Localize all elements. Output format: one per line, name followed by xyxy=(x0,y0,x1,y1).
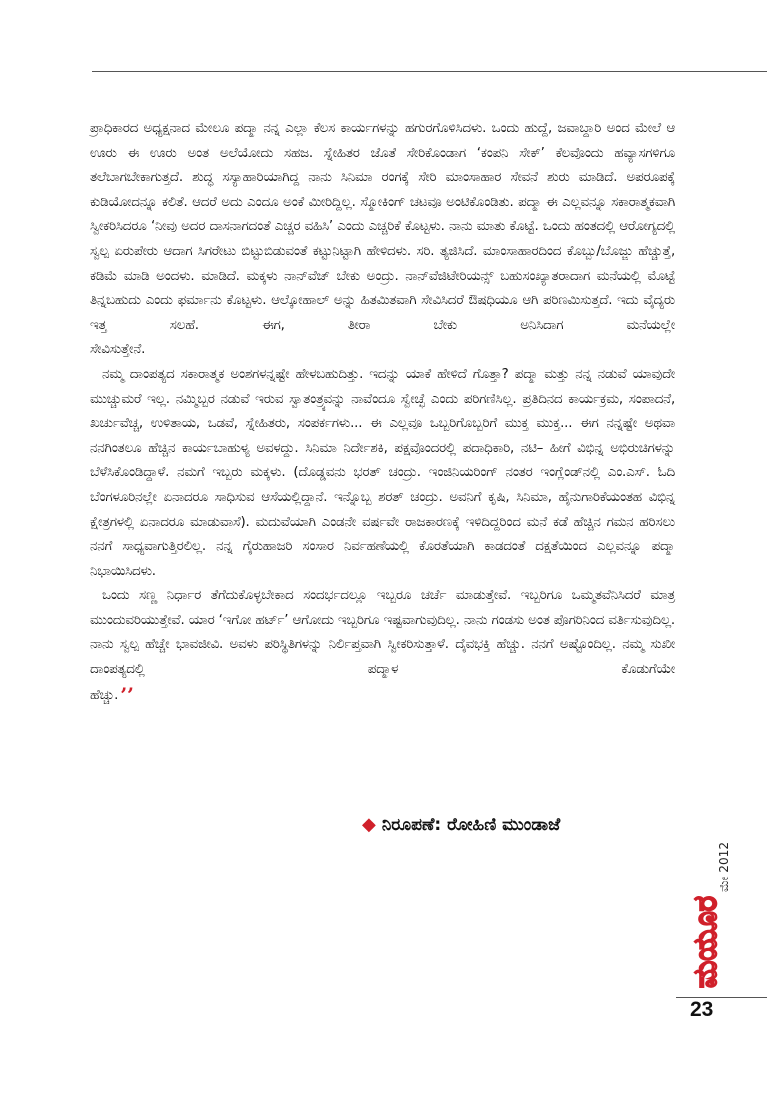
paragraph-1-end xyxy=(90,338,675,363)
line: ನಿರ್ವಹಣೆಯಲ್ಲಿ ಕೊರತೆಯಾಗಿ ಕಾಡದಂತೆ ದಕ್ಷತೆಯಿಂದ ಎಲ್ಲವನ್ನೂ ಪದ್ಮಾ ನಿಭಾಯಿಸಿದಳು. xyxy=(90,539,675,579)
line: ಸಿನಿಮಾ ನಿರ್ದೇಶಕಿ, ಪಕ್ಷವೊಂದರಲ್ಲಿ ಪದಾಧಿಕಾರಿ, ನಟಿ– ಹೀಗೆ ವಿಭಿನ್ನ ಅಭಿರುಚಿಗಳನ್ನು xyxy=(305,440,675,456)
line: ಹವ್ಯಾಸಗಳಿಗೂ ತಲೆಬಾಗಬೇಕಾಗುತ್ತದೆ. ಶುದ್ಧ ಸಸ್ಯಾಹಾರಿಯಾಗಿದ್ದ ನಾನು ಸಿನಿಮಾ ರಂಗಕ್ಕೆ ಸೇರಿ xyxy=(90,145,675,186)
line: ಮನೆ ಕಡೆ ಹೆಚ್ಚಿನ ಗಮನ ಹರಿಸಲು ನನಗೆ ಸಾಧ್ಯವಾಗುತ್ತಿರಲಿಲ್ಲ. ನನ್ನ ಗೈರುಹಾಜರಿ ಸಂಸಾರ xyxy=(90,514,675,555)
paragraph-1 xyxy=(90,117,675,338)
line: ಕೊಟ್ಟಳು. ನಾನು ಮಾತು ಕೊಟ್ಟೆ. ಒಂದು ಹಂತದಲ್ಲಿ ಆರೋಗ್ಯದಲ್ಲಿ ಸ್ವಲ್ಪ ಏರುಪೇರು ಆದಾಗ xyxy=(90,219,675,259)
magazine-name: ಮಯೂರ xyxy=(686,885,724,988)
paragraph-2 xyxy=(90,363,675,584)
byline xyxy=(362,814,560,835)
paragraph-3-end xyxy=(90,683,675,709)
line: ಹೆಚ್ಚು. xyxy=(90,687,119,703)
line: ಆಗೋದು ಇಬ್ಬರಿಗೂ ಇಷ್ಟವಾಗುವುದಿಲ್ಲ. ನಾನು ಗಂಡಸು ಅಂತ ಪೊಗರಿನಿಂದ ವರ್ತಿಸುವುದಿಲ್ಲ. xyxy=(292,612,675,628)
page-number: 23 xyxy=(690,998,714,1021)
line: ಮಾಂಸಾಹಾರ ಸೇವನೆ ಶುರು ಮಾಡಿದೆ. ಅಪರೂಪಕ್ಕೆ ಕುಡಿಯೋದನ್ನೂ ಕಲಿತೆ. ಆದರೆ ಅದು xyxy=(90,170,675,210)
header-rule xyxy=(92,71,767,72)
closing-quote-mark: ’’ xyxy=(120,682,134,707)
line: ಮುಕ್ತ ಮುಕ್ತ... ಈಗ ನನ್ನಷ್ಟೇ ಅಥವಾ ನನಗಿಂತಲೂ ಹೆಚ್ಚಿನ ಕಾರ್ಯಬಾಹುಳ್ಯ ಅವಳದ್ದು. xyxy=(90,416,676,456)
diamond-bullet-icon: ◆ xyxy=(362,814,376,835)
line: ಪ್ರಾಧಿಕಾರದ ಅಧ್ಯಕ್ಷನಾದ ಮೇಲೂ ಪದ್ಮಾ ನನ್ನ ಎಲ್ಲಾ ಕೆಲಸ ಕಾರ್ಯಗಳನ್ನು xyxy=(90,121,400,136)
line: ಸಿಗರೇಟು ಬಿಟ್ಟುಬಿಡುವಂತೆ ಕಟ್ಟುನಿಟ್ಟಾಗಿ ಹೇಳಿದಳು. ಸರಿ. ತ್ಯಜಿಸಿದೆ. ಮಾಂಸಾಹಾರದಿಂದ xyxy=(197,243,562,259)
paragraph-3 xyxy=(90,584,675,682)
line: ಎಂದೂ ಅಂಕೆ ಮೀರಿದ್ದಿಲ್ಲ. ಸ್ಮೋಕಿಂಗ್ ಚಟವೂ ಅಂಟಿಕೊಂಡಿತು. ಪದ್ಮಾ ಈ ಎಲ್ಲವನ್ನೂ xyxy=(247,194,607,210)
line: ಇನ್ನೊಬ್ಬ ಶರತ್ ಚಂದ್ರು. ಅವನಿಗೆ ಕೃಷಿ, ಸಿನಿಮಾ, ಹೈನುಗಾರಿಕೆಯಂತಹ ವಿಭಿನ್ನ ಕ್ಷೇತ್ರಗಳಲ್ಲಿ xyxy=(90,489,675,530)
line: ಹಗುರಗೊಳಿಸಿದಳು. ಒಂದು ಹುದ್ದೆ, ಜವಾಬ್ದಾರಿ ಅಂದ ಮೇಲೆ ಆ ಊರು ಈ ಊರು ಅಂತ xyxy=(90,121,675,161)
magazine-masthead xyxy=(676,840,732,990)
line: ನಂತರ ಇಂಗ್ಲೆಂಡ್‌ನಲ್ಲಿ ಎಂ.ಎಸ್. ಓದಿ ಬೆಂಗಳೂರಿನಲ್ಲೇ ಏನಾದರೂ ಸಾಧಿಸುವ ಆಸೆಯಲ್ಲಿದ್ದಾನೆ. xyxy=(90,465,676,505)
line: ನಾನು ಸ್ವಲ್ಪ ಹೆಚ್ಚೇ ಭಾವಜೀವಿ. ಅವಳು ಪರಿಸ್ಥಿತಿಗಳನ್ನು ನಿರ್ಲಿಪ್ತವಾಗಿ ಸ್ವೀಕರಿಸುತ್ತಾಳೆ. xyxy=(90,637,449,653)
byline-text: ನಿರೂಪಣೆ: ರೋಹಿಣಿ ಮುಂಡಾಜೆ xyxy=(381,815,561,835)
line: ಏನಾದರೂ ಮಾಡುವಾಸೆ). ಮದುವೆಯಾಗಿ ಎಂಡನೇ ವರ್ಷವೇ ರಾಜಕಾರಣಕ್ಕೆ ಇಳಿದಿದ್ದರಿಂದ xyxy=(139,514,521,530)
line: ಗೊತ್ತಾ? ಪದ್ಮಾ ಮತ್ತು ನನ್ನ ನಡುವೆ ಯಾವುದೇ ಮುಚ್ಚುಮರೆ ಇಲ್ಲ. ನಮ್ಮಿಬ್ಬರ ನಡುವೆ ಇರುವ xyxy=(90,366,676,407)
line: ಸೇವಿಸುತ್ತೇನೆ. xyxy=(90,342,146,358)
line: ಫರ್ಮಾನು ಕೊಟ್ಟಳು. ಆಲ್ಕೋಹಾಲ್ ಅನ್ನು ಹಿತಮಿತವಾಗಿ ಸೇವಿಸಿದರೆ ಔಷಧಿಯೂ ಆಗಿ xyxy=(177,293,539,309)
line: ಸ್ವಾತಂತ್ರ್ಯವನ್ನು ನಾವೆಂದೂ ಸ್ವೇಚ್ಛೆ ಎಂದು ಪರಿಗಣಿಸಿಲ್ಲ. ಪ್ರತಿದಿನದ ಕಾರ್ಯಕ್ರಮ, ಸಂಪಾದನೆ, xyxy=(289,391,676,407)
line: ಅಲೆಯೋದು ಸಹಜ. ಸ್ನೇಹಿತರ ಜೊತೆ ಸೇರಿಕೊಂಡಾಗ ‘ಕಂಪನಿ ಸೇಕ್’ ಕೆಲವೊಂದು xyxy=(219,145,604,161)
line: ದೈವಭಕ್ತಿ ಹೆಚ್ಚು. ನನಗೆ ಅಷ್ಟೊಂದಿಲ್ಲ. ನಮ್ಮ ಸುಖೀ ದಾಂಪತ್ಯದಲ್ಲಿ ಪದ್ಮಾಳ ಕೊಡುಗೆಯೇ xyxy=(90,637,675,678)
line: ಪರಿಣಮಿಸುತ್ತದೆ. ಇದು ವೈದ್ಯರು ಇತ್ತ ಸಲಹೆ. ಈಗ, ತೀರಾ ಬೇಕು ಅನಿಸಿದಾಗ ಮನೆಯಲ್ಲೇ xyxy=(90,293,675,333)
line: ಕೊಬ್ಬು/ಬೊಜ್ಜು ಹೆಚ್ಚುತ್ತೆ, ಕಡಿಮೆ ಮಾಡಿ ಅಂದಳು. ಮಾಡಿದೆ. ಮಕ್ಕಳು ನಾನ್‌ವೆಜ್ ಬೇಕು xyxy=(90,243,675,284)
line: ಅಂದ್ರು. ನಾನ್‌ವೆಜಿಟೇರಿಯನ್ಸ್ ಬಹುಸಂಖ್ಯಾತರಾದಾಗ ಮನೆಯಲ್ಲಿ ಮೊಟ್ಟೆ ತಿನ್ನಬಹುದು ಎಂದು xyxy=(90,268,675,309)
line: ಸಕಾರಾತ್ಮಕವಾಗಿ ಸ್ವೀಕರಿಸಿದರೂ ‘ನೀವು ಅದರ ದಾಸನಾಗದಂತೆ ಎಚ್ಚರ ವಹಿಸಿ’ ಎಂದು ಎಚ್ಚರಿಕೆ xyxy=(90,194,675,235)
line: ಒಂದು ಸಣ್ಣ ನಿರ್ಧಾರ ತೆಗೆದುಕೊಳ್ಳಬೇಕಾದ ಸಂದರ್ಭದಲ್ಲೂ ಇಬ್ಬರೂ ಚರ್ಚೆ ಮಾಡುತ್ತೇವೆ. xyxy=(102,588,512,604)
article-body xyxy=(90,117,675,708)
line: ನಮ್ಮ ದಾಂಪತ್ಯದ ಸಕಾರಾತ್ಮಕ ಅಂಶಗಳನ್ನಷ್ಟೇ ಹೇಳಬಹುದಿತ್ತು. ಇದನ್ನು ಯಾಕೆ ಹೇಳಿದೆ xyxy=(102,366,467,382)
line: ಖರ್ಚುವೆಚ್ಚ, ಉಳಿತಾಯ, ಒಡವೆ, ಸ್ನೇಹಿತರು, ಸಂಪರ್ಕಗಳು... ಈ ಎಲ್ಲವೂ ಒಬ್ಬರಿಗೊಬ್ಬರಿಗೆ xyxy=(90,416,497,432)
line: ಬೆಳೆಸಿಕೊಂಡಿದ್ದಾಳೆ. ನಮಗೆ ಇಬ್ಬರು ಮಕ್ಕಳು. (ದೊಡ್ಡವನು ಭರತ್ ಚಂದ್ರು. ಇಂಜಿನಿಯರಿಂಗ್ xyxy=(90,465,498,481)
issue-date: ಮೇ 2012 xyxy=(717,842,731,892)
line: ಇಬ್ಬರಿಗೂ ಒಮ್ಮತವೆನಿಸಿದರೆ ಮಾತ್ರ ಮುಂದುವರಿಯುತ್ತೇವೆ. ಯಾರ ‘ಇಗೋ ಹರ್ಟ್’ xyxy=(90,588,675,628)
